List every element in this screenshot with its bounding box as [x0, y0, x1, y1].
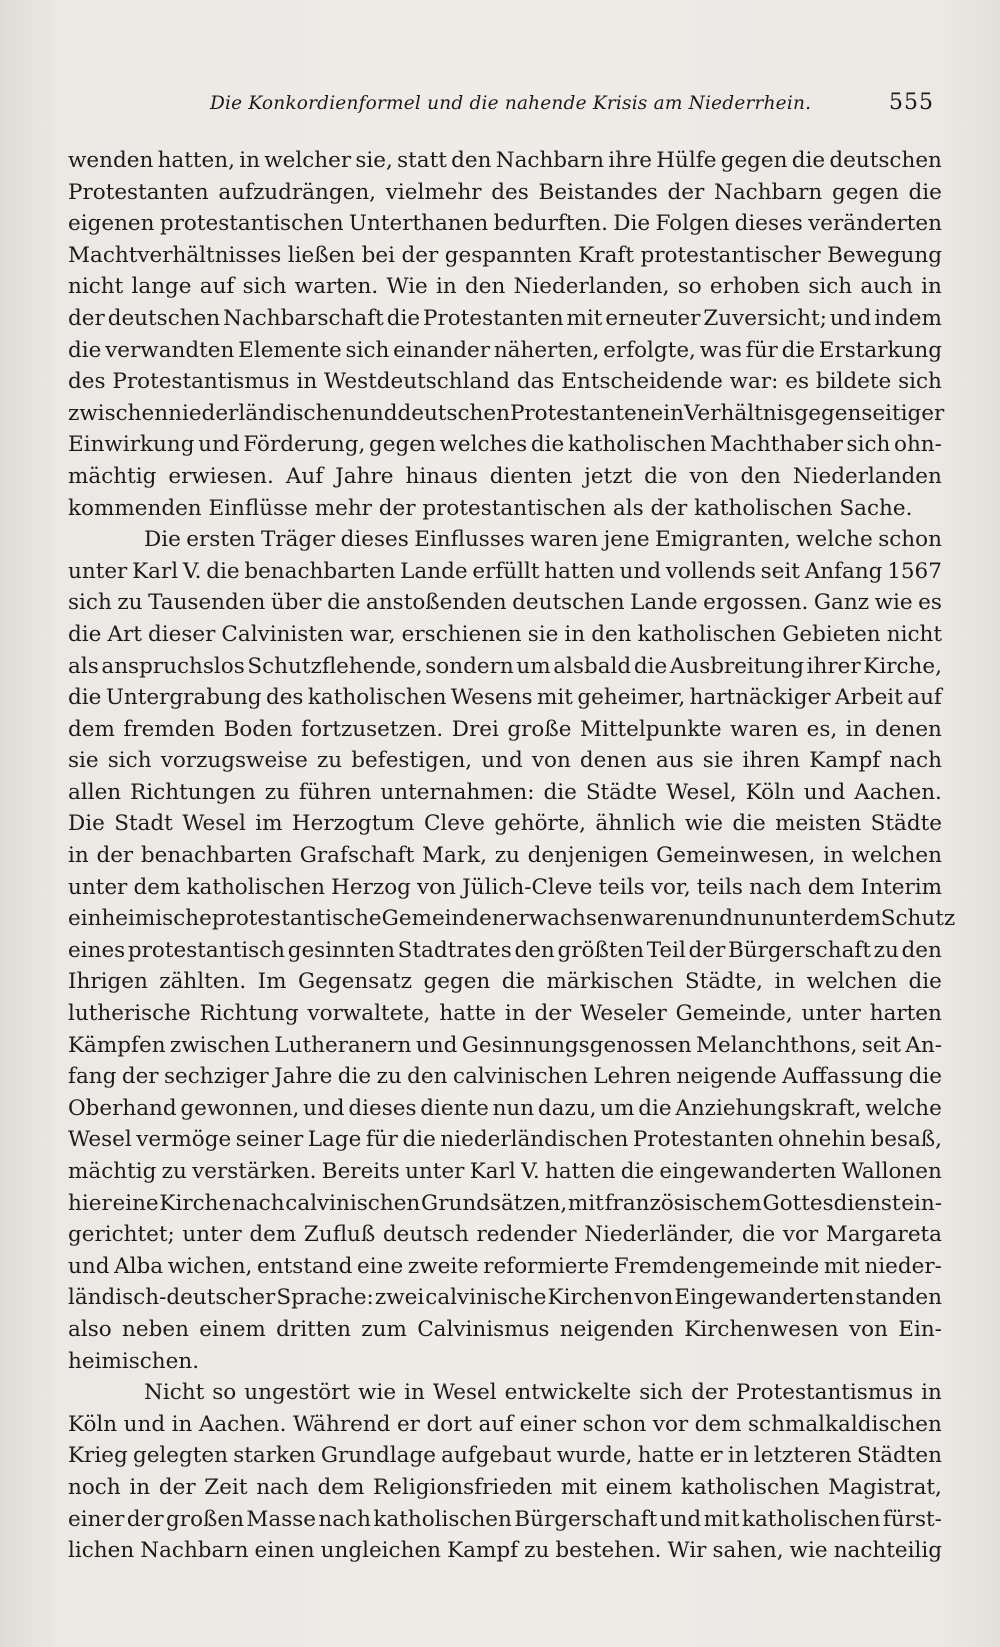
text-line: nicht lange auf sich warten. Wie in den Niederlanden, so erhoben sich auch in	[68, 274, 942, 300]
text-line: und Alba wichen, entstand eine zweite reformierte Fremdengemeinde mit nieder-	[68, 1253, 942, 1279]
text-line: lutherische Richtung vorwaltete, hatte in der Weseler Gemeinde, unter harten	[68, 1001, 942, 1027]
text-line: Protestanten aufzudrängen, vielmehr des Beistandes der Nachbarn gegen die	[68, 179, 942, 205]
text-line: Nicht so ungestört wie in Wesel entwickelte sich der Protestantismus in	[144, 1380, 942, 1406]
text-line: also neben einem dritten zum Calvinismus neigenden Kirchenwesen von Ein-	[68, 1316, 942, 1342]
paragraph	[68, 148, 945, 527]
text-line: wenden hatten, in welcher sie, statt den Nachbarn ihre Hülfe gegen die deutschen	[68, 148, 942, 173]
text-line: eigenen protestantischen Unterthanen bedurften. Die Folgen dieses veränderten	[68, 211, 942, 237]
text-line: die Art dieser Calvinisten war, erschienen sie in den katholischen Gebieten nicht	[68, 621, 942, 647]
paragraph	[68, 527, 956, 1380]
text-line: einheimische protestantische Gemeinden erwachsen waren und nun unter dem Schutz	[68, 906, 956, 932]
text-line: sie sich vorzugsweise zu befestigen, und von denen aus sie ihren Kampf nach	[68, 748, 942, 774]
text-line: unter dem katholischen Herzog von Jülich-Cleve teils vor, teils nach dem Interim	[68, 874, 942, 900]
running-head-title: Die Konkordienformel und die nahende Krisis am Niederrhein.	[210, 93, 812, 114]
text-line: eines protestantisch gesinnten Stadtrates den größten Teil der Bürgerschaft zu den	[68, 937, 942, 963]
text-line: zwischen niederländischen und deutschen Protestanten ein Verhältnis gegenseitiger	[68, 400, 945, 426]
text-line: Ihrigen zählten. Im Gegensatz gegen die märkischen Städte, in welchen die	[68, 969, 942, 995]
text-line: unter Karl V. die benachbarten Lande erfüllt hatten und vollends seit Anfang 1567	[68, 558, 942, 584]
text-line: Krieg gelegten starken Grundlage aufgebaut wurde, hatte er in letzteren Städten	[68, 1443, 942, 1469]
text-line: kommenden Einflüsse mehr der protestantischen als der katholischen Sache.	[68, 495, 913, 521]
text-line: gerichtet; unter dem Zufluß deutsch redender Niederländer, die vor Margareta	[68, 1222, 942, 1248]
text-line: dem fremden Boden fortzusetzen. Drei große Mittelpunkte waren es, in denen	[68, 716, 942, 742]
text-line: noch in der Zeit nach dem Religionsfrieden mit einem katholischen Magistrat,	[68, 1474, 942, 1500]
text-line: mächtig zu verstärken. Bereits unter Karl V. hatten die eingewanderten Wallonen	[68, 1159, 942, 1184]
text-line: mächtig erwiesen. Auf Jahre hinaus dienten jetzt die von den Niederlanden	[68, 463, 942, 489]
text-line: hier eine Kirche nach calvinischen Grundsätzen, mit französischem Gottesdienst ein-	[68, 1190, 942, 1216]
text-line: allen Richtungen zu führen unternahmen: die Städte Wesel, Köln und Aachen.	[68, 779, 942, 805]
text-line: Köln und in Aachen. Während er dort auf einer schon vor dem schmalkaldischen	[68, 1411, 942, 1437]
text-line: in der benachbarten Grafschaft Mark, zu denjenigen Gemeinwesen, in welchen	[68, 843, 942, 869]
text-line: einer der großen Masse nach katholischen Bürgerschaft und mit katholischen fürst-	[68, 1506, 942, 1532]
body-text	[68, 148, 956, 1570]
text-line: Einwirkung und Förderung, gegen welches die katholischen Machthaber sich ohn-	[68, 432, 942, 458]
text-line: des Protestantismus in Westdeutschland das Entscheidende war: es bildete sich	[68, 369, 942, 395]
text-line: fang der sechziger Jahre die zu den calvinischen Lehren neigende Auffassung die	[68, 1064, 942, 1090]
paragraph	[68, 1380, 942, 1570]
text-line: als anspruchslos Schutzflehende, sondern um alsbald die Ausbreitung ihrer Kirche,	[68, 653, 942, 679]
text-line: heimischen.	[68, 1348, 200, 1374]
text-line: Oberhand gewonnen, und dieses diente nun dazu, um die Anziehungskraft, welche	[68, 1095, 942, 1121]
text-line: lichen Nachbarn einen ungleichen Kampf zu bestehen. Wir sahen, wie nachteilig	[68, 1538, 942, 1564]
text-line: Machtverhältnisses ließen bei der gespannten Kraft protestantischer Bewegung	[68, 242, 942, 268]
text-line: sich zu Tausenden über die anstoßenden deutschen Lande ergossen. Ganz wie es	[68, 590, 942, 616]
page-number: 555	[889, 90, 934, 115]
text-line: Wesel vermöge seiner Lage für die niederländischen Protestanten ohnehin besaß,	[68, 1127, 942, 1153]
text-line: Kämpfen zwischen Lutheranern und Gesinnungsgenossen Melanchthons, seit An-	[68, 1032, 942, 1058]
text-line: die verwandten Elemente sich einander näherten, erfolgte, was für die Erstarkung	[68, 337, 942, 363]
text-line: Die ersten Träger dieses Einflusses waren jene Emigranten, welche schon	[144, 527, 942, 553]
text-line: Die Stadt Wesel im Herzogtum Cleve gehörte, ähnlich wie die meisten Städte	[68, 811, 942, 837]
text-line: ländisch-deutscher Sprache: zwei calvinische Kirchen von Eingewanderten standen	[68, 1285, 942, 1311]
text-line: der deutschen Nachbarschaft die Protestanten mit erneuter Zuversicht; und indem	[68, 305, 942, 331]
text-line: die Untergrabung des katholischen Wesens mit geheimer, hartnäckiger Arbeit auf	[68, 685, 942, 711]
